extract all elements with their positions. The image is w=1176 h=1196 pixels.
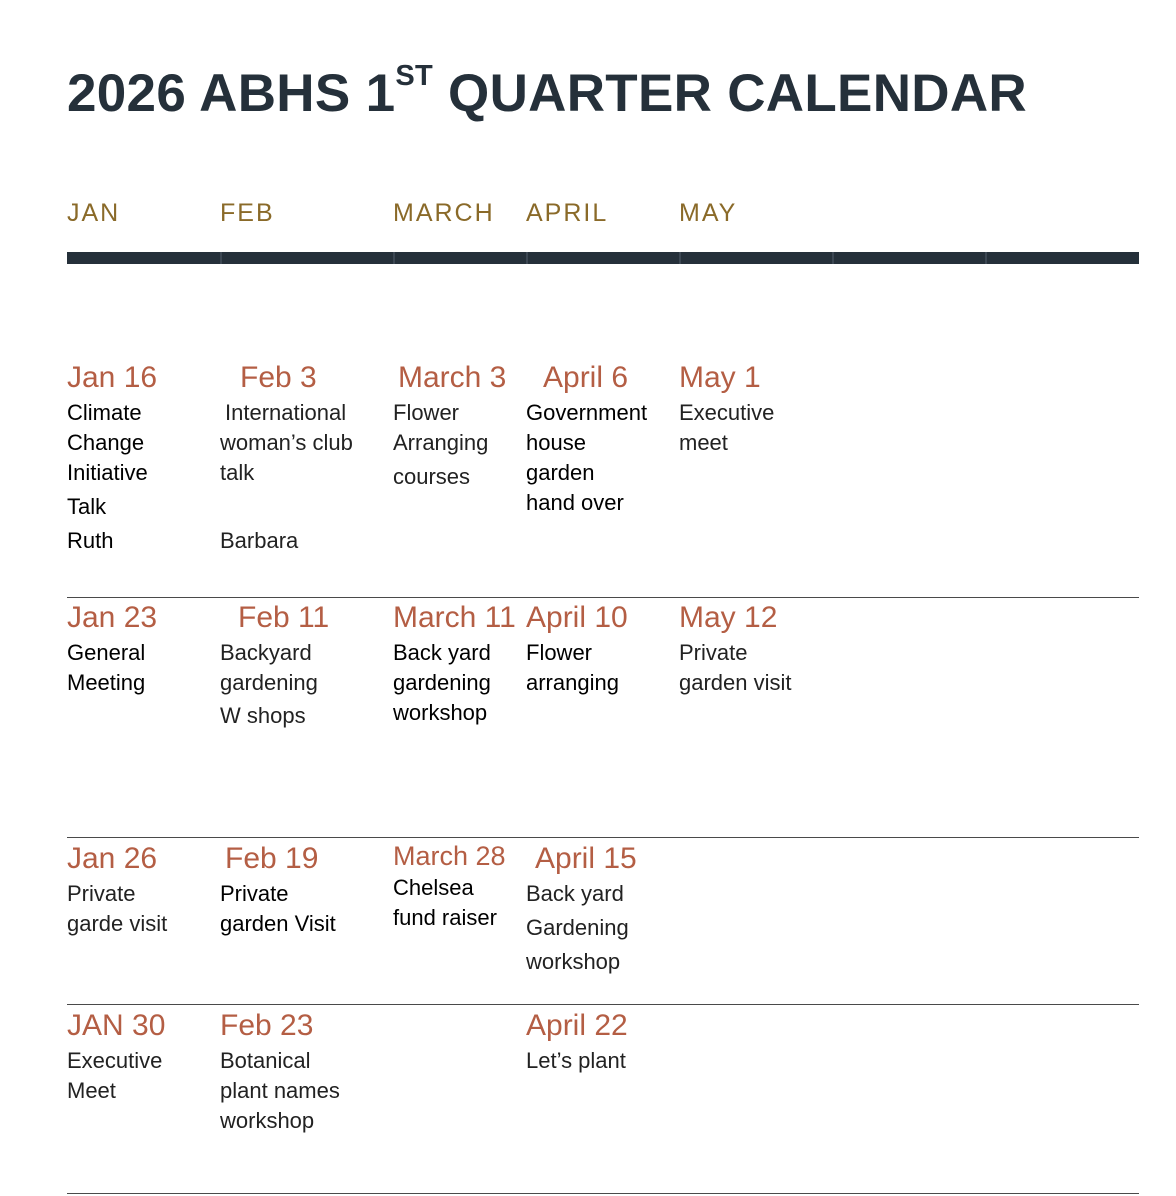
event-line: Meet [67, 1078, 116, 1103]
event-line: arranging [526, 670, 619, 695]
event-cell-march-11 [393, 598, 518, 728]
row-divider [67, 837, 1139, 838]
event-date: Jan 26 [67, 842, 158, 875]
event-line: house [526, 430, 586, 455]
event-cell-may-12 [679, 598, 829, 698]
event-cell-feb-23 [220, 1006, 370, 1136]
event-cell-march-28 [393, 839, 513, 933]
event-line: gardening [220, 670, 318, 695]
month-header-april: APRIL [526, 199, 609, 227]
event-date: JAN 30 [67, 1009, 166, 1042]
event-cell-april-10 [526, 598, 676, 698]
title-main: 2026 ABHS 1 [67, 64, 396, 123]
event-date: May 12 [679, 601, 778, 634]
event-date: April 10 [526, 601, 628, 634]
event-line: Botanical [220, 1048, 311, 1073]
event-line: garden visit [679, 670, 792, 695]
event-line: workshop [220, 1108, 315, 1133]
event-date: Feb 23 [220, 1009, 314, 1042]
title-superscript: ST [395, 60, 434, 92]
event-line: garden Visit [220, 911, 336, 936]
event-date: Feb 3 [240, 361, 317, 394]
event-line: Backyard [220, 640, 312, 665]
event-line: Private [220, 881, 289, 906]
event-date: Jan 23 [67, 601, 158, 634]
event-date: March 11 [393, 601, 516, 634]
event-date: Feb 11 [238, 601, 330, 634]
event-line: Private [679, 640, 748, 665]
event-cell-march-3 [393, 358, 518, 492]
event-cell-feb-11 [220, 598, 370, 731]
event-line: Meeting [67, 670, 146, 695]
event-line: Initiative [67, 460, 148, 485]
event-cell-may-1 [679, 358, 829, 458]
event-line: Back yard [526, 881, 624, 906]
event-line: Government [526, 400, 648, 425]
event-date: April 6 [543, 361, 629, 394]
event-date: Feb 19 [225, 842, 319, 875]
row-divider [67, 1004, 1139, 1005]
event-cell-jan-26 [67, 839, 217, 939]
event-line: Executive [679, 400, 775, 425]
header-divider [67, 252, 1139, 264]
event-line: courses [393, 464, 471, 489]
event-line: Let’s plant [526, 1048, 626, 1073]
event-date: May 1 [679, 361, 761, 394]
page-title [67, 60, 1027, 124]
event-line: hand over [526, 490, 624, 515]
event-date: March 28 [393, 841, 506, 871]
month-header-jan: JAN [67, 199, 121, 227]
event-cell-april-15 [526, 839, 676, 977]
event-cell-jan-23 [67, 598, 217, 698]
event-line: gardening [393, 670, 491, 695]
event-line: Flower [526, 640, 593, 665]
event-date: Jan 16 [67, 361, 158, 394]
event-line: Back yard [393, 640, 491, 665]
month-header-may: MAY [679, 199, 738, 227]
event-date: April 22 [526, 1009, 628, 1042]
month-header-march: MARCH [393, 199, 495, 227]
event-line: Arranging [393, 430, 489, 455]
event-cell-jan-30 [67, 1006, 217, 1106]
event-line: Talk [67, 494, 107, 519]
event-presenter: Ruth [67, 528, 114, 553]
event-line: Flower [393, 400, 460, 425]
event-line: workshop [393, 700, 488, 725]
event-line: fund raiser [393, 905, 497, 930]
event-line: Climate [67, 400, 142, 425]
event-line: Chelsea [393, 875, 474, 900]
event-line: woman’s club [220, 430, 353, 455]
event-line: garde visit [67, 911, 168, 936]
month-header-feb: FEB [220, 199, 275, 227]
event-line: meet [679, 430, 728, 455]
event-line: Executive [67, 1048, 163, 1073]
event-line: plant names [220, 1078, 340, 1103]
event-presenter: Barbara [220, 528, 299, 553]
event-line: General [67, 640, 146, 665]
event-cell-april-6 [526, 358, 676, 518]
event-line: talk [220, 460, 255, 485]
event-line: workshop [526, 949, 621, 974]
event-line: Private [67, 881, 136, 906]
event-cell-feb-3 [220, 358, 385, 556]
event-line: Change [67, 430, 145, 455]
event-line: Gardening [526, 915, 629, 940]
event-cell-jan-16 [67, 358, 217, 556]
event-line: W shops [220, 703, 306, 728]
event-cell-feb-19 [220, 839, 370, 939]
row-divider [67, 1193, 1139, 1194]
event-date: April 15 [535, 842, 637, 875]
event-date: March 3 [398, 361, 507, 394]
event-line: garden [526, 460, 595, 485]
title-rest: QUARTER CALENDAR [433, 64, 1027, 123]
event-cell-april-22 [526, 1006, 676, 1076]
event-line: International [225, 400, 347, 425]
